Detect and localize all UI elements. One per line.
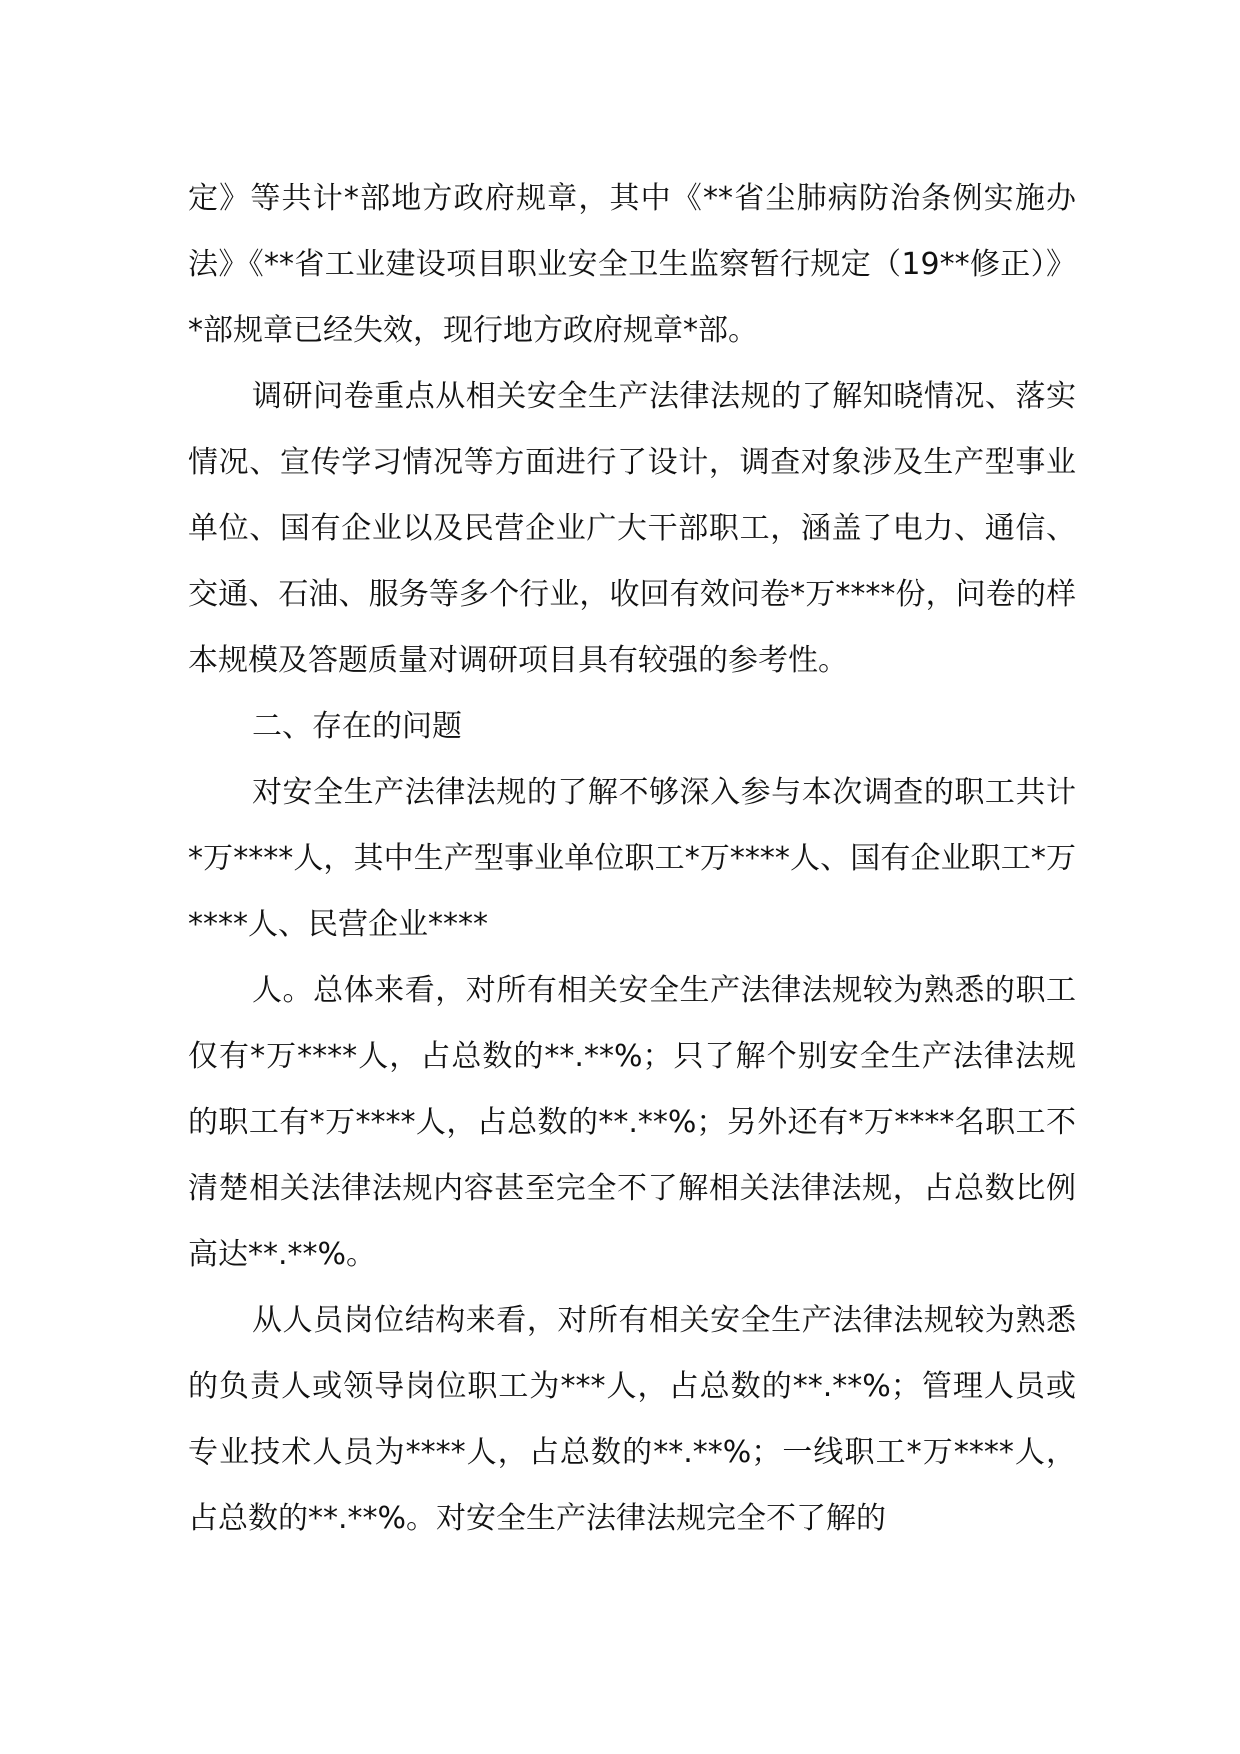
document-page — [188, 166, 1076, 1552]
paragraph-continuation: 定》等共计*部地方政府规章，其中《**省尘肺病防治条例实施办法》《**省工业建设项目职业安全卫生监察暂行规定（19**修正）》*部规章已经失效，现行地方政府规章*部。 — [188, 181, 1076, 348]
paragraph-understanding-insufficient: 对安全生产法律法规的了解不够深入参与本次调查的职工共计*万****人，其中生产型事业单位职工*万****人、国有企业职工*万****人、民营企业**** — [188, 775, 1076, 942]
paragraph-position-structure: 从人员岗位结构来看，对所有相关安全生产法律法规较为熟悉的负责人或领导岗位职工为***人，占总数的**.**%；管理人员或专业技术人员为****人，占总数的**.**%；一线职工*万****人，占总数的**.**%。对安全生产法律法规完全不了解的 — [188, 1303, 1076, 1536]
paragraph-overall-statistics: 人。总体来看，对所有相关安全生产法律法规较为熟悉的职工仅有*万****人，占总数的**.**%；只了解个别安全生产法律法规的职工有*万****人，占总数的**.**%；另外还有*万****名职工不清楚相关法律法规内容甚至完全不了解相关法律法规，占总数比例高达**.**%。 — [188, 973, 1076, 1272]
paragraph-survey-design: 调研问卷重点从相关安全生产法律法规的了解知晓情况、落实情况、宣传学习情况等方面进行了设计，调查对象涉及生产型事业单位、国有企业以及民营企业广大干部职工，涵盖了电力、通信、交通、石油、服务等多个行业，收回有效问卷*万****份，问卷的样本规模及答题质量对调研项目具有较强的参考性。 — [188, 379, 1076, 678]
section-heading-problems: 二、存在的问题 — [252, 709, 462, 744]
